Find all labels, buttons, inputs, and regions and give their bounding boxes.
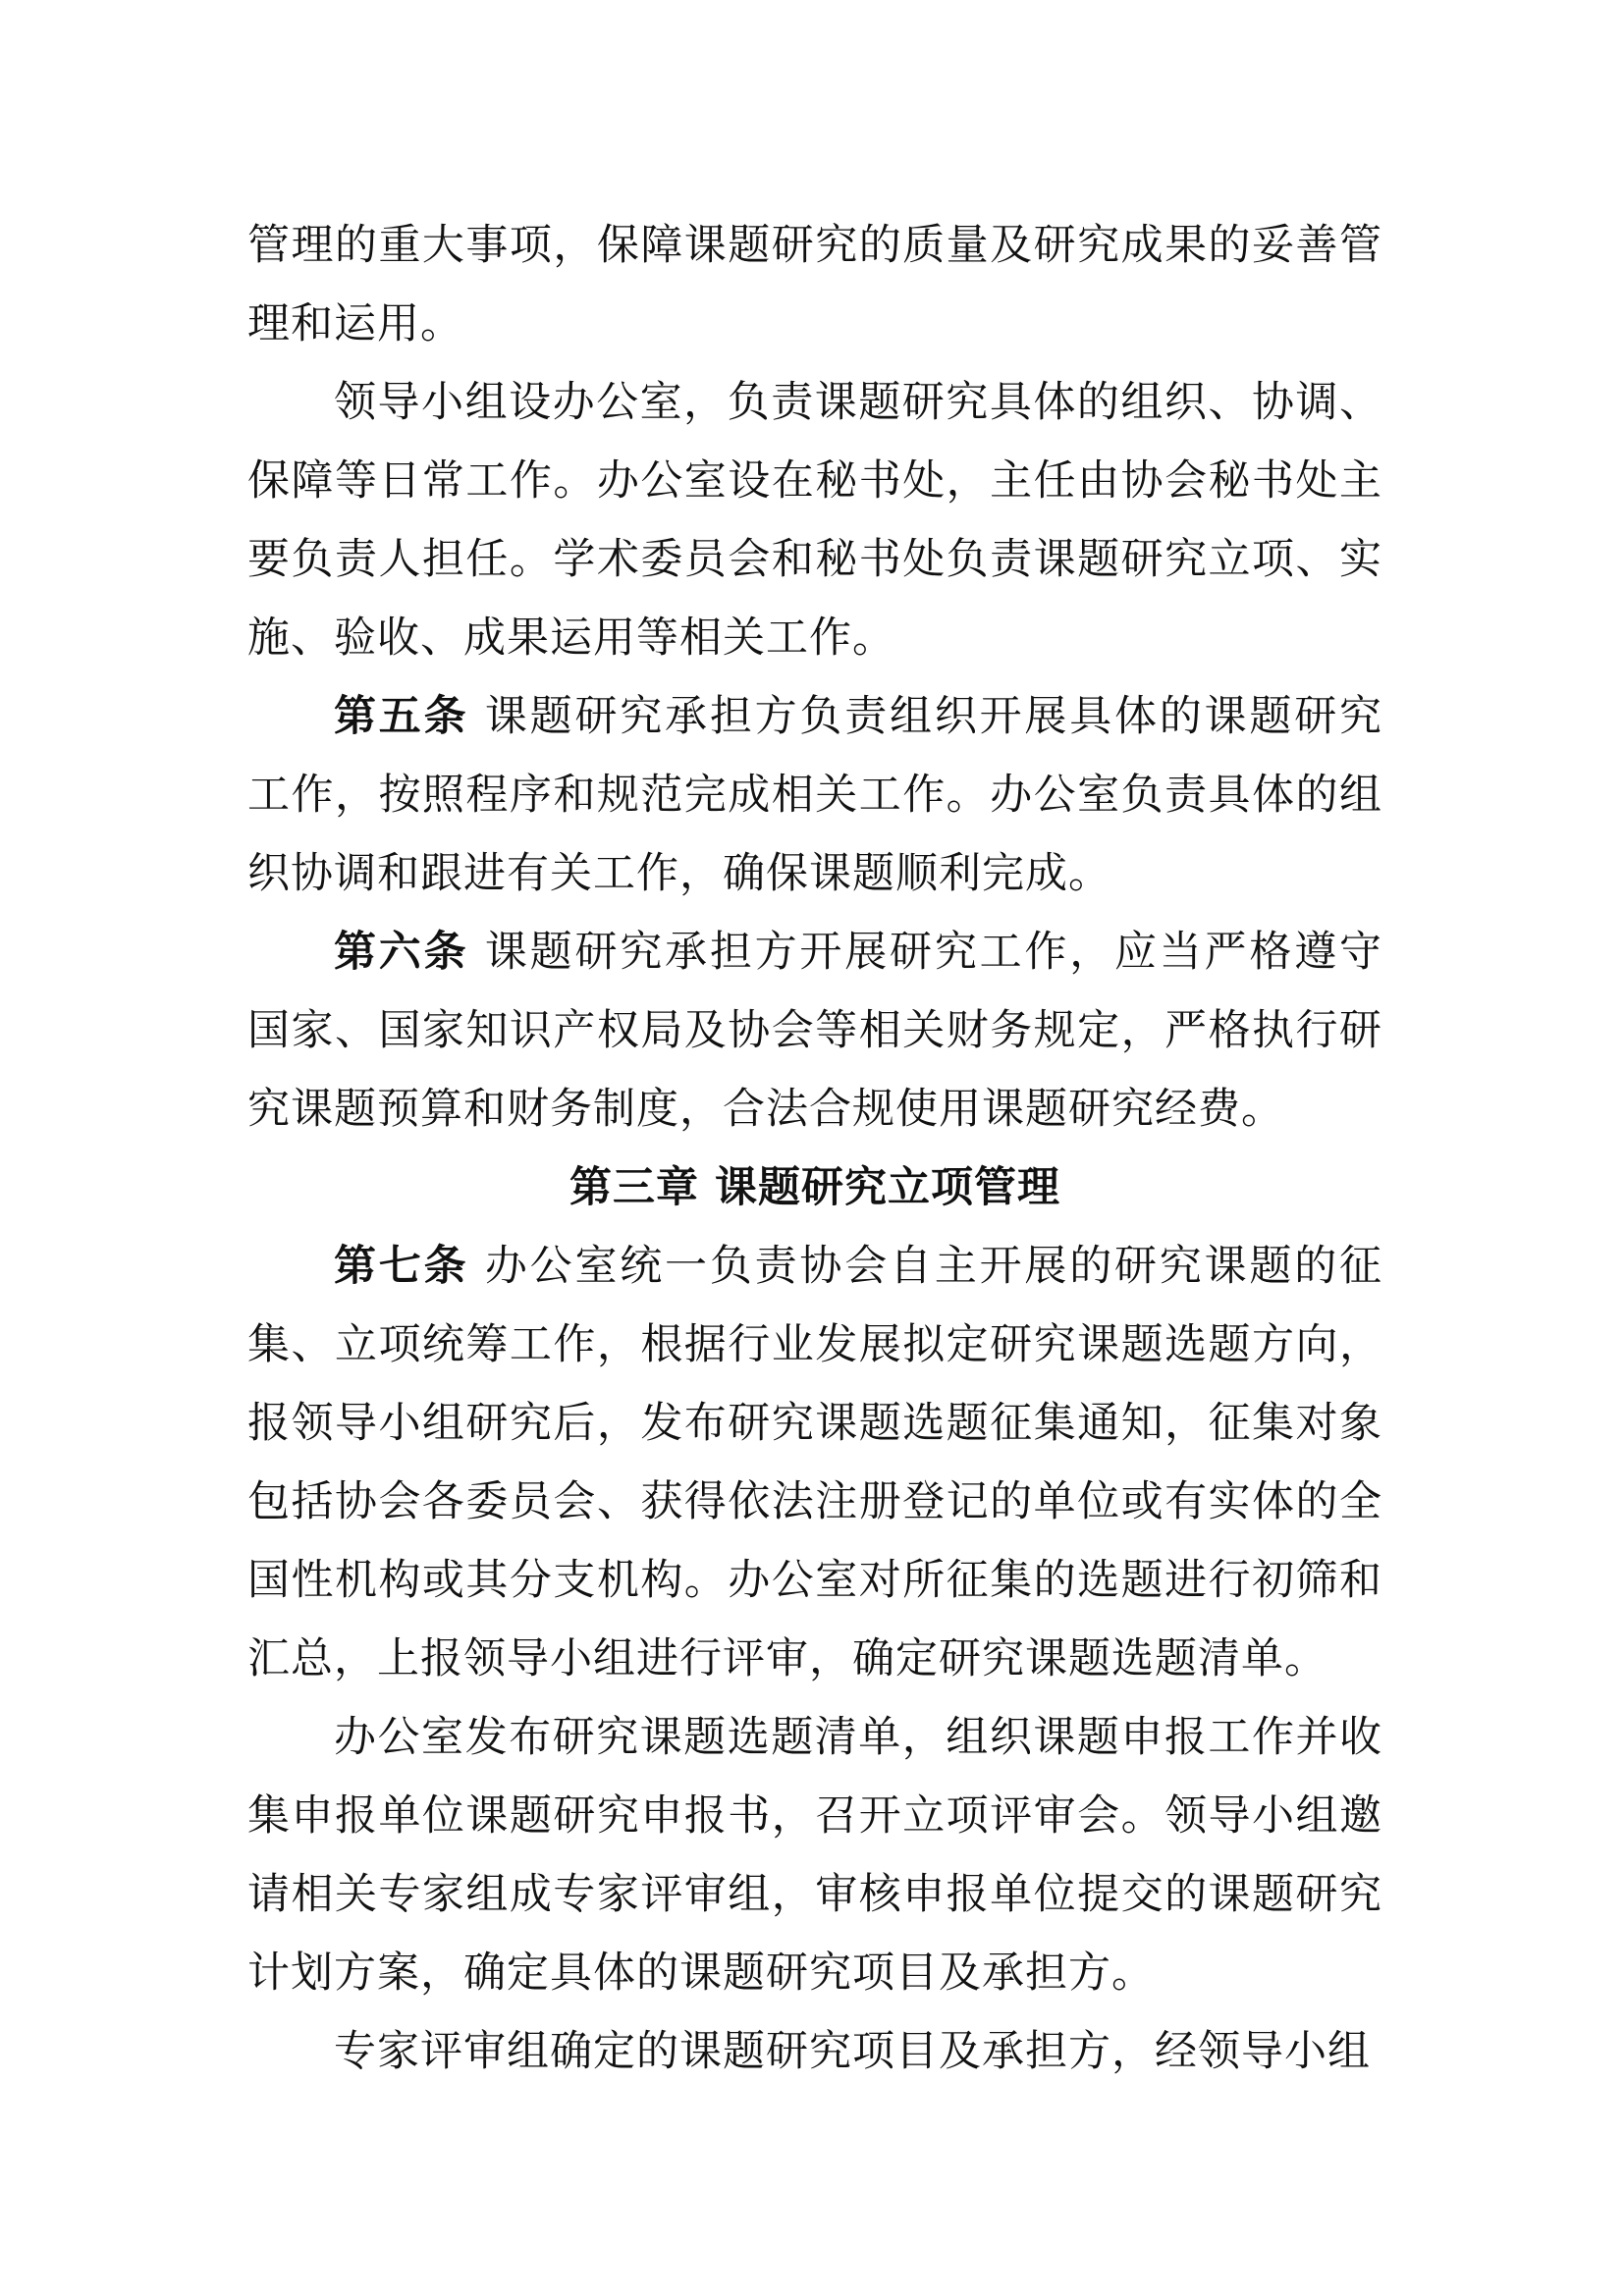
article-label: 第六条 [334,928,469,977]
paragraph-topic-list [247,1698,1382,2012]
paragraph-text: 领导小组设办公室，负责课题研究具体的组织、协调、保障等日常工作。办公室设在秘书处，主任由协会秘书处主要负责人担任。学术委员会和秘书处负责课题研究立项、实施、验收、成果运用等相关工作。 [247,378,1382,663]
article-7 [247,1227,1382,1698]
article-label: 第七条 [334,1242,469,1291]
paragraph-continuation [247,206,1382,363]
document-body [247,206,1382,2091]
paragraph-expert-review [247,2012,1382,2091]
paragraph-text: 专家评审组确定的课题研究项目及承担方，经领导小组 [334,2027,1371,2076]
article-6 [247,913,1382,1148]
chapter-heading: 第三章 课题研究立项管理 [569,1163,1060,1212]
paragraph-text: 办公室发布研究课题选题清单，组织课题申报工作并收集申报单位课题研究申报书，召开立项评审会。领导小组邀请相关专家组成专家评审组，审核申报单位提交的课题研究计划方案，确定具体的课题研究项目及承担方。 [247,1713,1382,1998]
paragraph-office [247,363,1382,677]
article-label: 第五条 [334,692,469,741]
article-text: 课题研究承担方开展研究工作，应当严格遵守国家、国家知识产权局及协会等相关财务规定，严格执行研究课题预算和财务制度，合法合规使用课题研究经费。 [247,928,1382,1134]
article-text: 课题研究承担方负责组织开展具体的课题研究工作，按照程序和规范完成相关工作。办公室负责具体的组织协调和跟进有关工作，确保课题顺利完成。 [247,692,1382,898]
article-5 [247,677,1382,913]
article-text: 办公室统一负责协会自主开展的研究课题的征集、立项统筹工作，根据行业发展拟定研究课题选题方向，报领导小组研究后，发布研究课题选题征集通知，征集对象包括协会各委员会、获得依法注册登记的单位或有实体的全国性机构或其分支机构。办公室对所征集的选题进行初筛和汇总，上报领导小组进行评审，确定研究课题选题清单。 [247,1242,1382,1683]
paragraph-text: 管理的重大事项，保障课题研究的质量及研究成果的妥善管理和运用。 [247,221,1382,348]
